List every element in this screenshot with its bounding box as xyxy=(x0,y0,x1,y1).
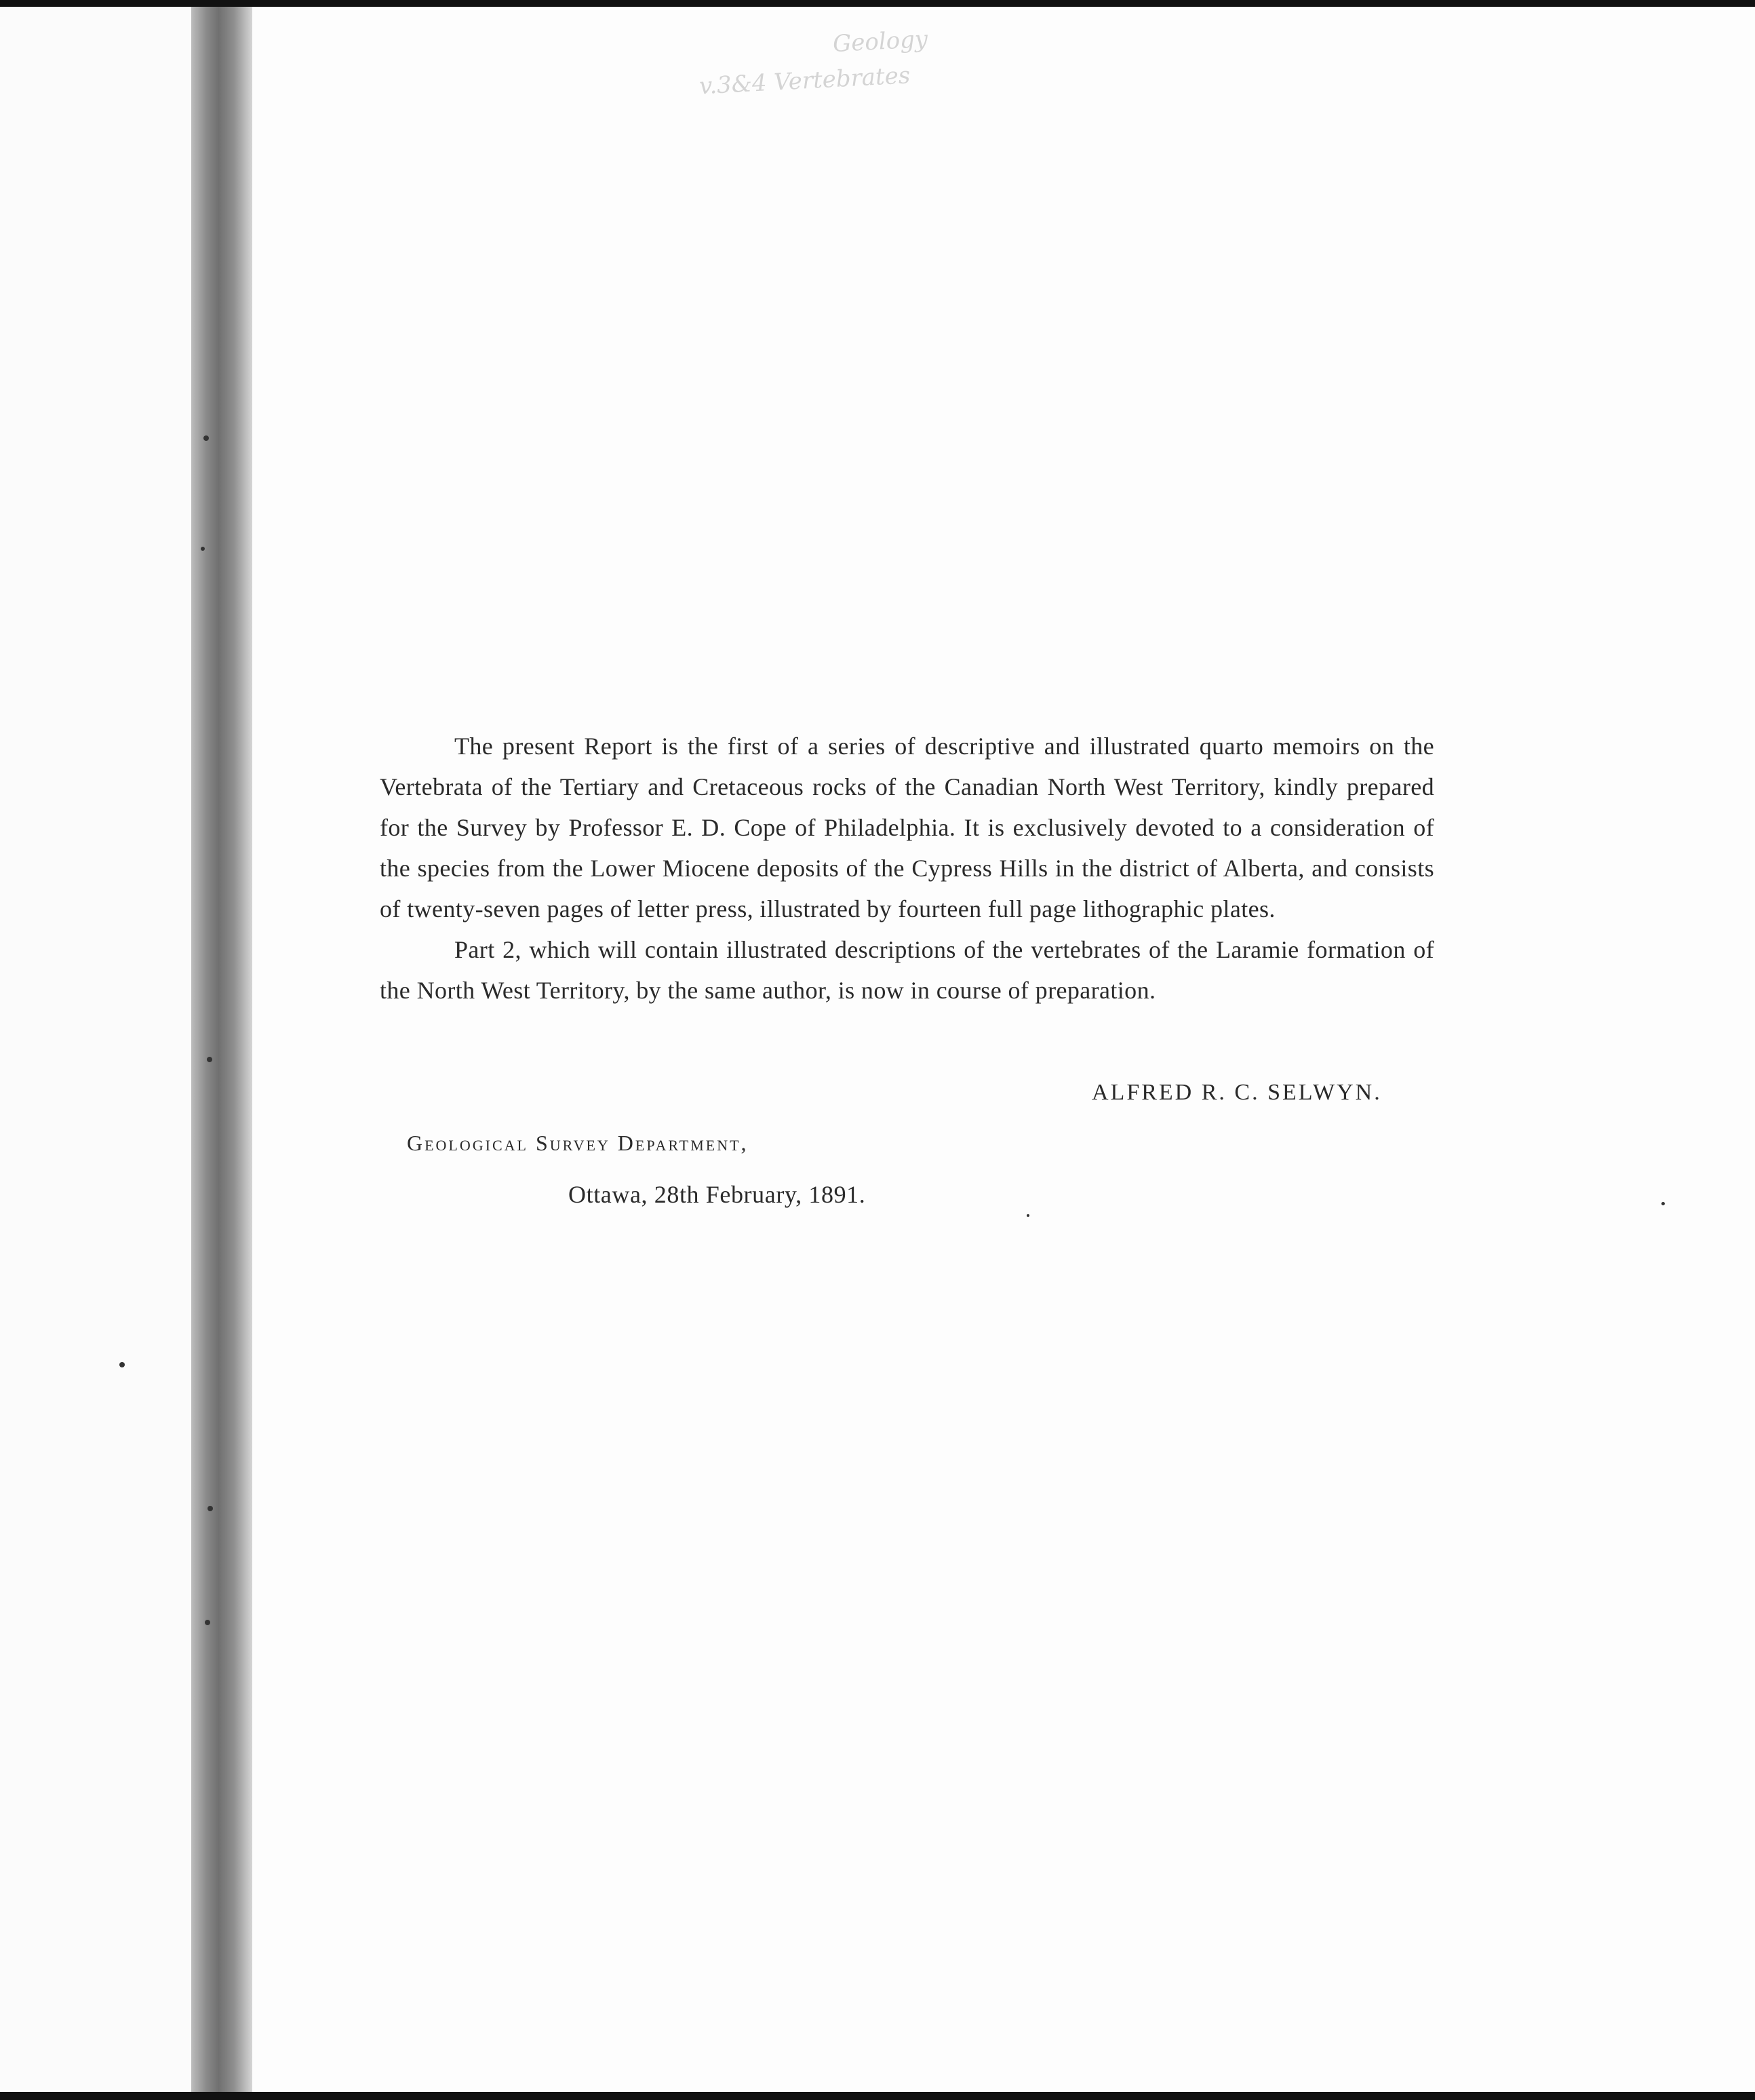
body-text xyxy=(380,726,1434,1011)
paragraph: The present Report is the first of a series of descriptive and illustrated quarto memoirs on the Vertebrata of the Tertiary and Cretaceous rocks of the Canadian North West Territory, kindly prepared for the Survey by Professor E. D. Cope of Philadelphia. It is exclusively devoted to a consideration of the species from the Lower Miocene deposits of the Cypress Hills in the district of Alberta, and consists of twenty-seven pages of letter press, illustrated by fourteen full page lithographic plates. xyxy=(380,733,1434,922)
speck xyxy=(1027,1214,1029,1217)
paragraph: Part 2, which will contain illustrated descriptions of the vertebrates of the Laramie formation of the North West Territory, by the same author, is now in course of preparation. xyxy=(380,936,1434,1004)
date-line: Ottawa, 28th February, 1891. xyxy=(568,1181,866,1208)
page-left-margin xyxy=(0,7,191,2092)
speck xyxy=(203,435,209,441)
speck xyxy=(208,1506,213,1511)
department-line: Geological Survey Department, xyxy=(407,1131,749,1155)
speck xyxy=(205,1620,210,1625)
pencil-note-line: Geology xyxy=(832,25,929,58)
signature: ALFRED R. C. SELWYN. xyxy=(1092,1080,1382,1105)
speck xyxy=(119,1362,125,1367)
speck xyxy=(1661,1202,1665,1205)
binding-shadow xyxy=(191,7,252,2092)
pencil-note xyxy=(696,20,999,117)
speck xyxy=(201,547,205,551)
pencil-note-line: v.3&4 Vertebrates xyxy=(698,62,911,100)
bottom-border xyxy=(0,2092,1755,2100)
speck xyxy=(207,1057,212,1062)
top-border xyxy=(0,0,1755,7)
